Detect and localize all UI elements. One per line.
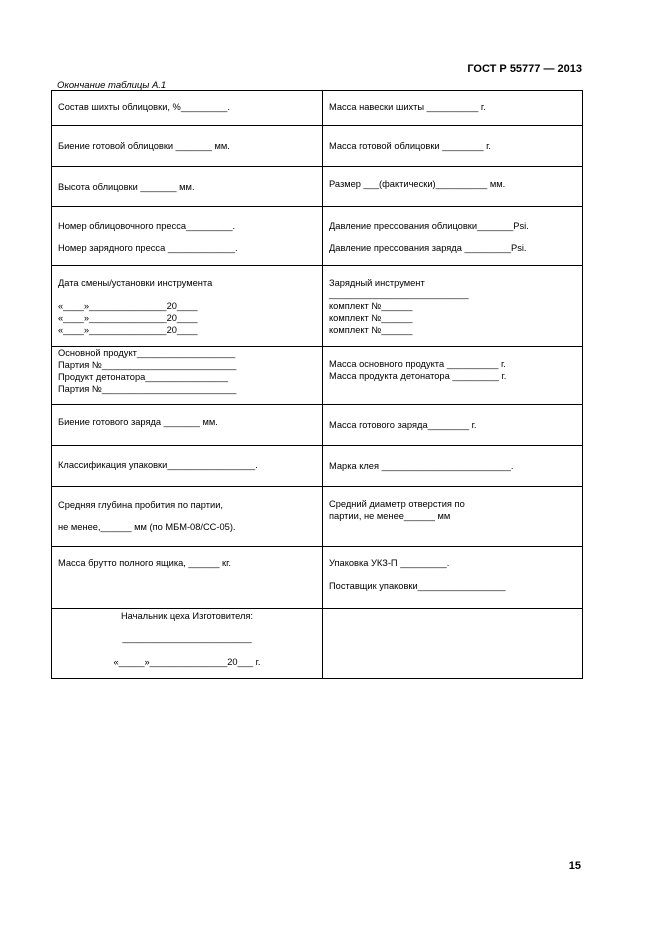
row-divider	[323, 206, 582, 207]
liner-mass-field: Масса готовой облицовки ________ г.	[329, 141, 491, 151]
gross-box-mass-field: Масса брутто полного ящика, ______ кг.	[58, 558, 231, 568]
row-divider	[52, 166, 322, 167]
liner-height-field: Высота облицовки _______ мм.	[58, 182, 195, 192]
tool-set-2: комплект №______	[329, 313, 413, 323]
page-number: 15	[568, 860, 581, 872]
row-divider	[323, 445, 582, 446]
liner-press-number-field: Номер облицовочного пресса_________.	[58, 221, 236, 231]
penetration-depth-label: Средняя глубина пробития по партии,	[58, 500, 223, 510]
row-divider	[323, 404, 582, 405]
table-caption: Окончание таблицы А.1	[57, 80, 167, 91]
charge-runout-field: Биение готового заряда _______ мм.	[58, 417, 218, 427]
shop-manager-label: Начальник цеха Изготовителя:	[120, 611, 254, 621]
liner-pressing-pressure-field: Давление прессования облицовки_______Psi.	[329, 221, 529, 231]
tool-change-date-3: «____»_______________20____	[58, 325, 198, 335]
row-divider	[52, 404, 322, 405]
tool-set-3: комплект №______	[329, 325, 413, 335]
row-divider	[323, 265, 582, 266]
charging-tool-label: Зарядный инструмент	[329, 278, 425, 288]
charge-composition-field: Состав шихты облицовки, %_________.	[58, 102, 230, 112]
detonator-product-mass-field: Масса продукта детонатора _________ г.	[329, 371, 507, 381]
ukz-packaging-field: Упаковка УКЗ-П _________.	[329, 558, 450, 568]
packaging-class-field: Классификация упаковки_________________.	[58, 460, 258, 470]
glue-brand-field: Марка клея _________________________.	[329, 461, 514, 471]
charge-press-number-field: Номер зарядного пресса _____________.	[58, 243, 238, 253]
standard-header: ГОСТ Р 55777 — 2013	[467, 63, 582, 75]
tool-change-date-1: «____»_______________20____	[58, 301, 198, 311]
column-divider	[322, 91, 323, 678]
detonator-batch-field: Партия №__________________________	[58, 384, 237, 394]
detonator-product-field: Продукт детонатора________________	[58, 372, 229, 382]
actual-size-field: Размер ___(фактически)__________ мм.	[329, 179, 506, 189]
packaging-supplier-field: Поставщик упаковки_________________	[329, 581, 506, 591]
row-divider	[323, 546, 582, 547]
row-divider	[52, 608, 322, 609]
row-divider	[323, 125, 582, 126]
row-divider	[52, 206, 322, 207]
row-divider	[52, 486, 322, 487]
signature-line: _________________________	[122, 633, 252, 643]
penetration-depth-field: не менее,______ мм (по МБМ-08/СС-05).	[58, 522, 236, 532]
tool-set-1: комплект №______	[329, 301, 413, 311]
charge-mass-field: Масса готового заряда________ г.	[329, 420, 477, 430]
main-product-batch-field: Партия №__________________________	[58, 360, 237, 370]
charge-pressing-pressure-field: Давление прессования заряда _________Psi.	[329, 243, 527, 253]
row-divider	[52, 546, 322, 547]
row-divider	[52, 265, 322, 266]
row-divider	[323, 486, 582, 487]
tool-change-date-2: «____»_______________20____	[58, 313, 198, 323]
main-product-mass-field: Масса основного продукта __________ г.	[329, 359, 506, 369]
hole-diameter-field: партии, не менее______ мм	[329, 511, 451, 521]
row-divider	[323, 166, 582, 167]
form-table	[51, 90, 583, 679]
row-divider	[52, 125, 322, 126]
tool-change-date-label: Дата смены/установки инструмента	[58, 278, 213, 288]
row-divider	[323, 346, 582, 347]
hole-diameter-label: Средний диаметр отверстия по	[329, 499, 465, 509]
row-divider	[52, 445, 322, 446]
signature-date: «_____»_______________20___ г.	[113, 657, 261, 667]
main-product-field: Основной продукт___________________	[58, 348, 236, 358]
row-divider	[323, 608, 582, 609]
liner-runout-field: Биение готовой облицовки _______ мм.	[58, 141, 230, 151]
charging-tool-line: ___________________________	[329, 289, 469, 299]
charge-weight-field: Масса навески шихты __________ г.	[329, 102, 486, 112]
